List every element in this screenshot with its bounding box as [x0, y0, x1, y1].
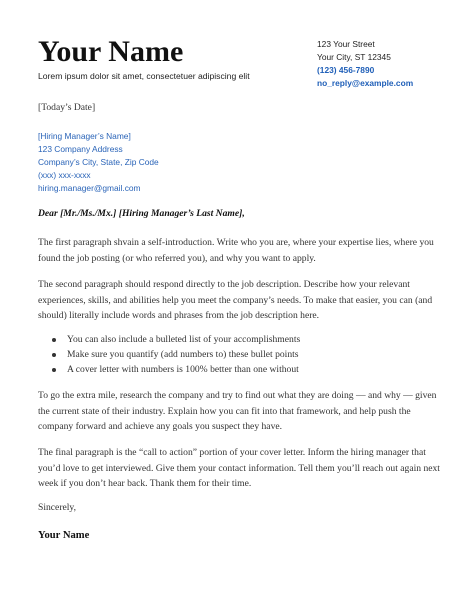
body-paragraph-5: The final paragraph is the “call to action” portion of your cover letter. Inform the hiring manager that you’d love to get interviewed. Give them your contact information. Tell them you’ll reach out again next week if you don’t hear back. Thank them for their time.	[38, 447, 440, 489]
sender-contact-block	[317, 38, 413, 90]
letter-date: [Today’s Date]	[38, 102, 96, 113]
list-item-text: Make sure you quantify (add numbers to) these bullet points	[67, 349, 299, 360]
recipient-company-address: 123 Company Address	[38, 143, 123, 154]
closing-line: Sincerely,	[38, 502, 77, 513]
signature-name: Your Name	[38, 530, 90, 541]
recipient-phone: (xxx) xxx-xxxx	[38, 169, 91, 180]
sender-street: 123 Your Street	[317, 39, 375, 49]
list-item-text: You can also include a bulleted list of your accomplishments	[67, 334, 301, 345]
sender-phone: (123) 456-7890	[317, 65, 375, 75]
list-item	[38, 332, 442, 347]
list-item-text: A cover letter with numbers is 100% better than one without	[67, 364, 299, 375]
sender-name-heading: Your Name	[38, 35, 184, 68]
list-item	[38, 347, 442, 362]
body-paragraph-2: The second paragraph should respond directly to the job description. Describe how your relevant experiences, skills, and abilities help you meet the company’s needs. To make that easier, you can (and should) literally include words and phrases from the job description here.	[38, 279, 433, 321]
bullet-dot-icon	[52, 368, 56, 372]
bullet-dot-icon	[52, 338, 56, 342]
salutation: Dear [Mr./Ms./Mx.] [Hiring Manager’s Last Name],	[38, 208, 245, 219]
recipient-name: [Hiring Manager’s Name]	[38, 131, 131, 141]
sender-city: Your City, ST 12345	[317, 52, 391, 62]
accomplishments-list	[38, 332, 442, 377]
recipient-block	[38, 130, 159, 195]
bullet-dot-icon	[52, 353, 56, 357]
list-item	[38, 362, 442, 377]
body-paragraph-1: The first paragraph shvain a self-introduction. Write who you are, where your expertise lies, where you found the job posting (or who referred you), and why you want to apply.	[38, 237, 434, 264]
sender-tagline: Lorem ipsum dolor sit amet, consectetuer adipiscing elit	[38, 71, 250, 81]
sender-email-link[interactable]: no_reply@example.com	[317, 78, 414, 88]
recipient-city-state-zip: Company’s City, State, Zip Code	[38, 156, 159, 167]
recipient-email-link[interactable]: hiring.manager@gmail.com	[38, 182, 141, 193]
body-paragraph-4: To go the extra mile, research the company and try to find out what they are doing — and why — given the current state of their industry. Explain how you can fit into that framework, and help push the company forward and achieve any goals you suspect they have.	[38, 390, 437, 432]
